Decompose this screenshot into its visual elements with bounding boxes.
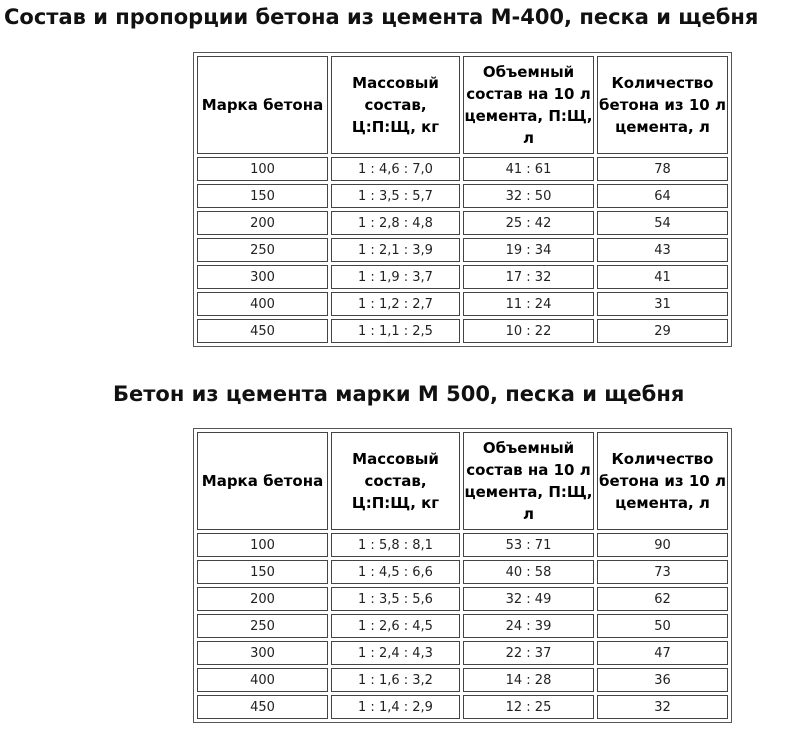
concrete-m400-table bbox=[193, 52, 732, 347]
cell-mass: 1 : 2,4 : 4,3 bbox=[331, 641, 460, 665]
cell-grade: 450 bbox=[197, 319, 328, 343]
table2-title: Бетон из цемента марки М 500, песка и щебня bbox=[113, 382, 685, 406]
cell-grade: 100 bbox=[197, 157, 328, 181]
cell-mass: 1 : 2,6 : 4,5 bbox=[331, 614, 460, 638]
cell-volume: 12 : 25 bbox=[463, 695, 594, 719]
cell-volume: 22 : 37 bbox=[463, 641, 594, 665]
table-row bbox=[197, 641, 728, 665]
table-row bbox=[197, 614, 728, 638]
cell-mass: 1 : 2,1 : 3,9 bbox=[331, 238, 460, 262]
cell-yield: 54 bbox=[597, 211, 728, 235]
cell-grade: 400 bbox=[197, 292, 328, 316]
header-mass-composition: Массовый состав, Ц:П:Щ, кг bbox=[331, 432, 460, 530]
cell-grade: 200 bbox=[197, 587, 328, 611]
table-row bbox=[197, 184, 728, 208]
cell-volume: 25 : 42 bbox=[463, 211, 594, 235]
table1-title: Состав и пропорции бетона из цемента М-400, песка и щебня bbox=[4, 5, 759, 29]
cell-grade: 100 bbox=[197, 533, 328, 557]
cell-yield: 78 bbox=[597, 157, 728, 181]
cell-volume: 40 : 58 bbox=[463, 560, 594, 584]
cell-volume: 10 : 22 bbox=[463, 319, 594, 343]
cell-yield: 64 bbox=[597, 184, 728, 208]
cell-yield: 90 bbox=[597, 533, 728, 557]
header-volume-composition: Объемный состав на 10 л цемента, П:Щ, л bbox=[463, 432, 594, 530]
header-row bbox=[197, 56, 728, 154]
cell-mass: 1 : 1,4 : 2,9 bbox=[331, 695, 460, 719]
header-concrete-yield: Количество бетона из 10 л цемента, л bbox=[597, 56, 728, 154]
cell-grade: 150 bbox=[197, 184, 328, 208]
table-row bbox=[197, 587, 728, 611]
header-mass-composition: Массовый состав, Ц:П:Щ, кг bbox=[331, 56, 460, 154]
cell-grade: 400 bbox=[197, 668, 328, 692]
cell-mass: 1 : 1,9 : 3,7 bbox=[331, 265, 460, 289]
cell-grade: 250 bbox=[197, 614, 328, 638]
header-grade: Марка бетона bbox=[197, 432, 328, 530]
header-row bbox=[197, 432, 728, 530]
cell-mass: 1 : 4,5 : 6,6 bbox=[331, 560, 460, 584]
cell-yield: 29 bbox=[597, 319, 728, 343]
table-row bbox=[197, 319, 728, 343]
cell-yield: 50 bbox=[597, 614, 728, 638]
cell-mass: 1 : 1,2 : 2,7 bbox=[331, 292, 460, 316]
cell-grade: 450 bbox=[197, 695, 328, 719]
table-row bbox=[197, 238, 728, 262]
table-row bbox=[197, 533, 728, 557]
cell-volume: 24 : 39 bbox=[463, 614, 594, 638]
cell-volume: 41 : 61 bbox=[463, 157, 594, 181]
cell-grade: 300 bbox=[197, 265, 328, 289]
cell-mass: 1 : 3,5 : 5,6 bbox=[331, 587, 460, 611]
cell-volume: 19 : 34 bbox=[463, 238, 594, 262]
concrete-m500-table bbox=[193, 428, 732, 723]
table-row bbox=[197, 157, 728, 181]
cell-yield: 73 bbox=[597, 560, 728, 584]
table-row bbox=[197, 211, 728, 235]
cell-mass: 1 : 4,6 : 7,0 bbox=[331, 157, 460, 181]
cell-mass: 1 : 3,5 : 5,7 bbox=[331, 184, 460, 208]
cell-grade: 200 bbox=[197, 211, 328, 235]
cell-yield: 62 bbox=[597, 587, 728, 611]
cell-yield: 31 bbox=[597, 292, 728, 316]
cell-grade: 300 bbox=[197, 641, 328, 665]
cell-yield: 43 bbox=[597, 238, 728, 262]
table-row bbox=[197, 292, 728, 316]
cell-volume: 11 : 24 bbox=[463, 292, 594, 316]
header-concrete-yield: Количество бетона из 10 л цемента, л bbox=[597, 432, 728, 530]
cell-yield: 41 bbox=[597, 265, 728, 289]
cell-volume: 53 : 71 bbox=[463, 533, 594, 557]
cell-volume: 14 : 28 bbox=[463, 668, 594, 692]
cell-volume: 17 : 32 bbox=[463, 265, 594, 289]
cell-grade: 250 bbox=[197, 238, 328, 262]
cell-mass: 1 : 5,8 : 8,1 bbox=[331, 533, 460, 557]
header-volume-composition: Объемный состав на 10 л цемента, П:Щ, л bbox=[463, 56, 594, 154]
cell-volume: 32 : 49 bbox=[463, 587, 594, 611]
table-row bbox=[197, 695, 728, 719]
cell-mass: 1 : 2,8 : 4,8 bbox=[331, 211, 460, 235]
cell-yield: 32 bbox=[597, 695, 728, 719]
cell-volume: 32 : 50 bbox=[463, 184, 594, 208]
cell-grade: 150 bbox=[197, 560, 328, 584]
table-row bbox=[197, 560, 728, 584]
header-grade: Марка бетона bbox=[197, 56, 328, 154]
cell-mass: 1 : 1,1 : 2,5 bbox=[331, 319, 460, 343]
cell-yield: 47 bbox=[597, 641, 728, 665]
table-row bbox=[197, 668, 728, 692]
table-row bbox=[197, 265, 728, 289]
cell-yield: 36 bbox=[597, 668, 728, 692]
cell-mass: 1 : 1,6 : 3,2 bbox=[331, 668, 460, 692]
